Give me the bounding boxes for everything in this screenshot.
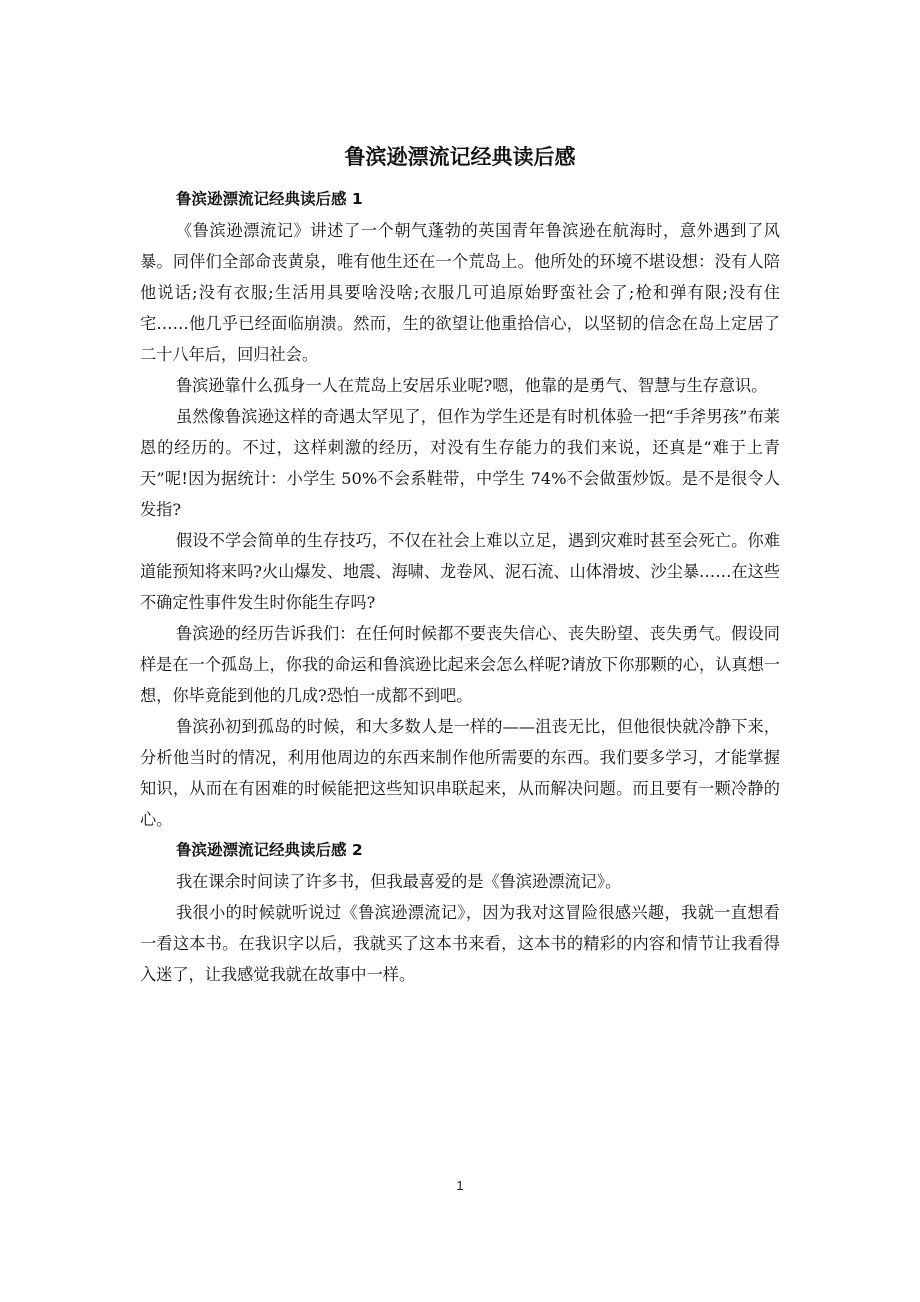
paragraph: 鲁滨孙初到孤岛的时候，和大多数人是一样的——沮丧无比，但他很快就冷静下来，分析他当时的情况，利用他周边的东西来制作他所需要的东西。我们要多学习，才能掌握知识，从而在有困难的时候能把这些知识串联起来，从而解决问题。而且要有一颗冷静的心。 [140,717,780,829]
paragraph: 《鲁滨逊漂流记》讲述了一个朝气蓬勃的英国青年鲁滨逊在航海时，意外遇到了风暴。同伴们全部命丧黄泉，唯有他生还在一个荒岛上。他所处的环境不堪设想：没有人陪他说话;没有衣服;生活用具要啥没啥;衣服几可追原始野蛮社会了;枪和弹有限;没有住宅……他几乎已经面临崩溃。然而，生的欲望让他重拾信心，以坚韧的信念在岛上定居了二十八年后，回归社会。 [140,221,780,364]
section-heading: 鲁滨逊漂流记经典读后感 2 [176,841,363,859]
paragraph: 我在课余时间读了许多书，但我最喜爱的是《鲁滨逊漂流记》。 [176,872,622,891]
page-number: 1 [456,1178,464,1193]
section-heading: 鲁滨逊漂流记经典读后感 1 [176,190,363,208]
paragraph: 虽然像鲁滨逊这样的奇遇太罕见了，但作为学生还是有时机体验一把“手斧男孩”布莱恩的经历的。不过，这样刺激的经历，对没有生存能力的我们来说，还真是“难于上青天”呢!因为据统计：小学生 50%不会系鞋带，中学生 74%不会做蛋炒饭。是不是很令人发指? [140,407,780,519]
document-title: 鲁滨逊漂流记经典读后感 [344,145,576,169]
document-body [140,184,780,990]
paragraph: 鲁滨逊的经历告诉我们：在任何时候都不要丧失信心、丧失盼望、丧失勇气。假设同样是在一个孤岛上，你我的命运和鲁滨逊比起来会怎么样呢?请放下你那颗的心，认真想一想，你毕竟能到他的几成?恐怕一成都不到吧。 [140,624,780,705]
paragraph: 鲁滨逊靠什么孤身一人在荒岛上安居乐业呢?嗯，他靠的是勇气、智慧与生存意识。 [176,376,768,395]
paragraph: 我很小的时候就听说过《鲁滨逊漂流记》，因为我对这冒险很感兴趣，我就一直想看一看这本书。在我识字以后，我就买了这本书来看，这本书的精彩的内容和情节让我看得入迷了，让我感觉我就在故事中一样。 [140,903,780,984]
paragraph: 假设不学会简单的生存技巧，不仅在社会上难以立足，遇到灾难时甚至会死亡。你难道能预知将来吗?火山爆发、地震、海啸、龙卷风、泥石流、山体滑坡、沙尘暴……在这些不确定性事件发生时你能生存吗? [140,531,780,612]
